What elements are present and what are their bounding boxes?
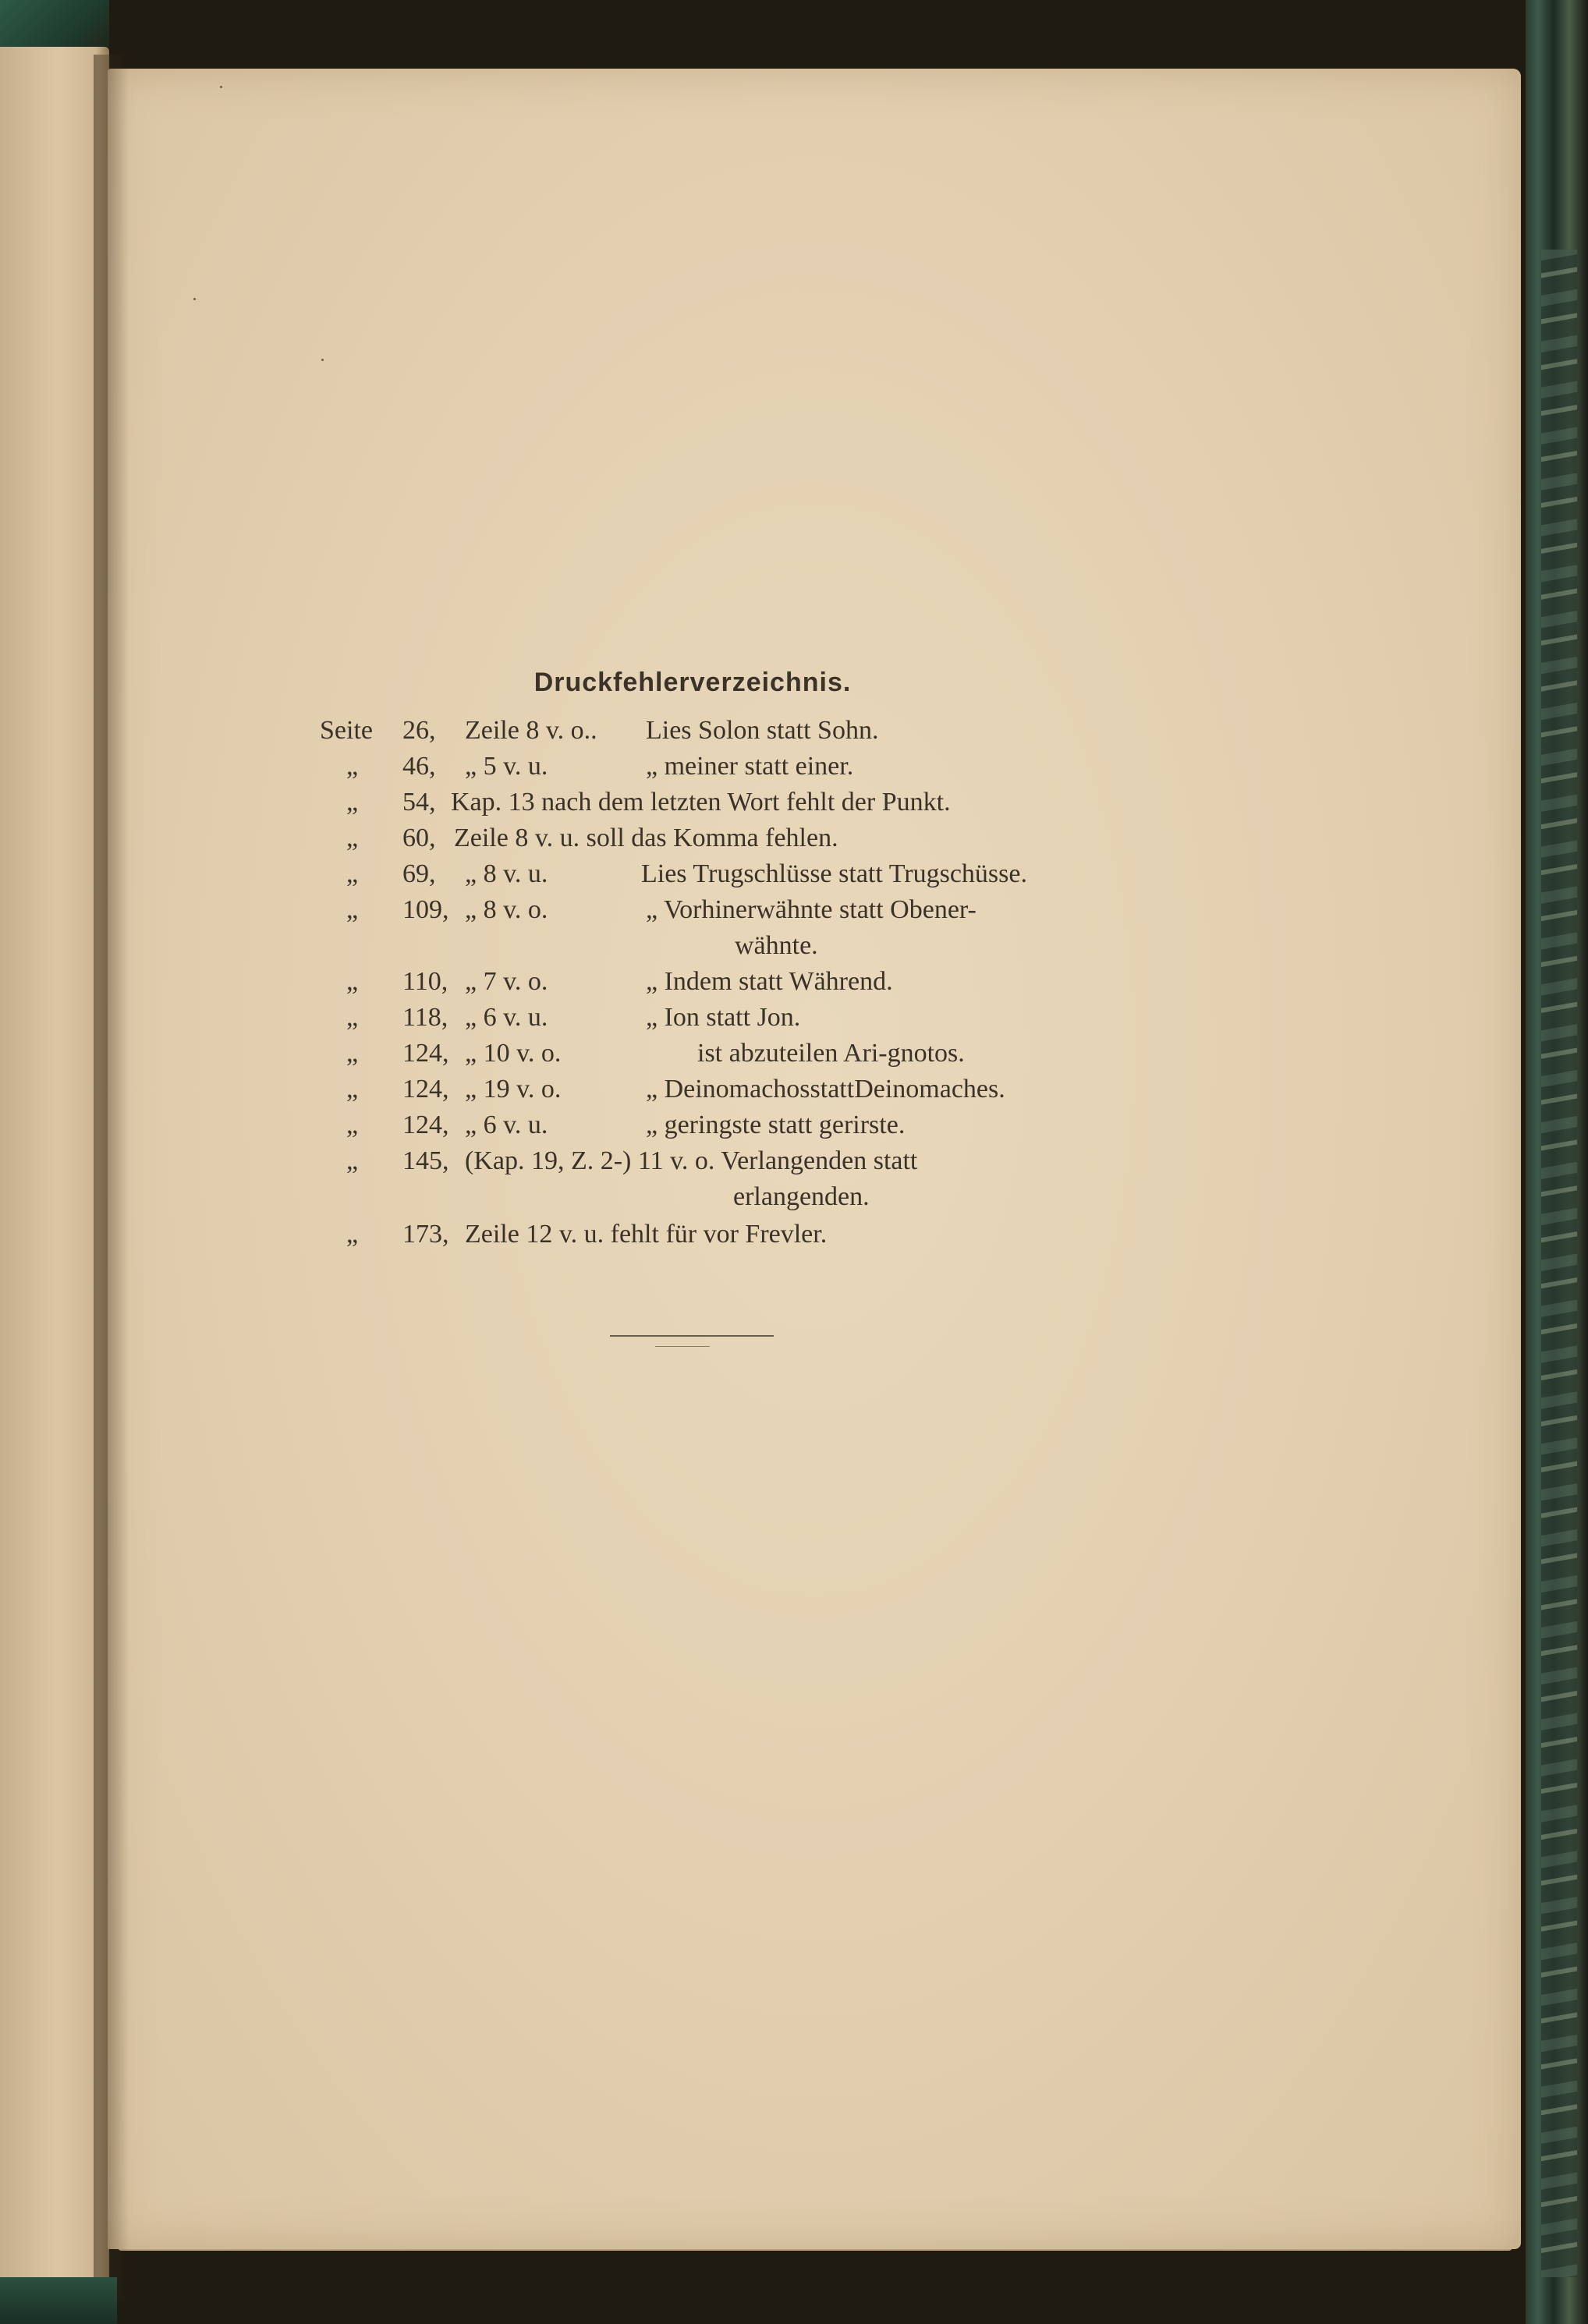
correction-text: wähnte. — [735, 931, 818, 960]
line-reference: „ 6 v. u. — [465, 1003, 548, 1032]
line-reference: „ 8 v. o. — [465, 895, 548, 924]
ditto-mark: „ — [346, 895, 359, 924]
ditto-mark: „ — [346, 788, 359, 817]
page-number: 109, — [402, 895, 449, 924]
correction-text: „ Indem statt Während. — [646, 967, 893, 996]
line-reference: „ 6 v. u. — [465, 1111, 548, 1139]
line-reference: Zeile 8 v. o.. — [465, 716, 597, 745]
line-reference: „ 7 v. o. — [465, 967, 548, 996]
ditto-mark: „ — [346, 1075, 359, 1104]
ditto-mark: „ — [346, 824, 359, 852]
correction-text: ist abzuteilen Ari-gnotos. — [697, 1039, 965, 1068]
seite-label: Seite — [320, 716, 373, 745]
binding-corner-bottom — [0, 2277, 117, 2324]
marbled-endpaper — [1541, 250, 1577, 2277]
previous-page-edge — [0, 47, 109, 2308]
ditto-mark: „ — [346, 1220, 359, 1249]
ditto-mark: „ — [346, 859, 359, 888]
ditto-mark: „ — [346, 1039, 359, 1068]
paper-speck — [220, 86, 222, 88]
page-number: 173, — [402, 1220, 449, 1249]
page-number: 124, — [402, 1075, 449, 1104]
correction-text: „ geringste statt gerirste. — [646, 1111, 906, 1139]
gutter-shadow — [94, 55, 129, 2301]
correction-text: Lies Solon statt Sohn. — [646, 716, 879, 745]
page-number: 69, — [402, 859, 436, 888]
page-number: 60, — [402, 824, 436, 852]
page-number: 110, — [402, 967, 448, 996]
paper-speck — [193, 298, 196, 300]
line-reference: „ 10 v. o. — [465, 1039, 562, 1068]
correction-text: „ DeinomachosstattDeinomaches. — [646, 1075, 1005, 1104]
ditto-mark: „ — [346, 1003, 359, 1032]
section-divider — [610, 1335, 774, 1337]
page-number: 145, — [402, 1146, 449, 1175]
page-number: 46, — [402, 752, 436, 781]
page-title: Druckfehlerverzeichnis. — [533, 668, 852, 697]
page-number: 54, — [402, 788, 436, 817]
ditto-mark: „ — [346, 967, 359, 996]
line-reference: Zeile 12 v. u. fehlt für vor Frevler. — [465, 1220, 828, 1249]
ditto-mark: „ — [346, 752, 359, 781]
correction-text: Lies Trugschlüsse statt Trugschüsse. — [641, 859, 1027, 888]
line-reference: „ 8 v. u. — [465, 859, 548, 888]
line-reference: „ 5 v. u. — [465, 752, 548, 781]
correction-text: „ Ion statt Jon. — [646, 1003, 801, 1032]
line-reference: „ 19 v. o. — [465, 1075, 562, 1104]
line-reference: (Kap. 19, Z. 2-) 11 v. o. Verlangenden statt — [465, 1146, 918, 1175]
correction-text: „ meiner statt einer. — [646, 752, 854, 781]
line-reference: Zeile 8 v. u. soll das Komma fehlen. — [454, 824, 838, 852]
page-number: 124, — [402, 1111, 449, 1139]
page-number: 26, — [402, 716, 436, 745]
ditto-mark: „ — [346, 1146, 359, 1175]
page-number: 124, — [402, 1039, 449, 1068]
correction-text: „ Vorhinerwähnte statt Obener- — [646, 895, 977, 924]
correction-text: erlangenden. — [733, 1182, 870, 1211]
line-reference: Kap. 13 nach dem letzten Wort fehlt der Punkt. — [451, 788, 951, 817]
section-divider-dash — [655, 1346, 710, 1347]
paper-speck — [321, 359, 324, 361]
ditto-mark: „ — [346, 1111, 359, 1139]
page-number: 118, — [402, 1003, 448, 1032]
